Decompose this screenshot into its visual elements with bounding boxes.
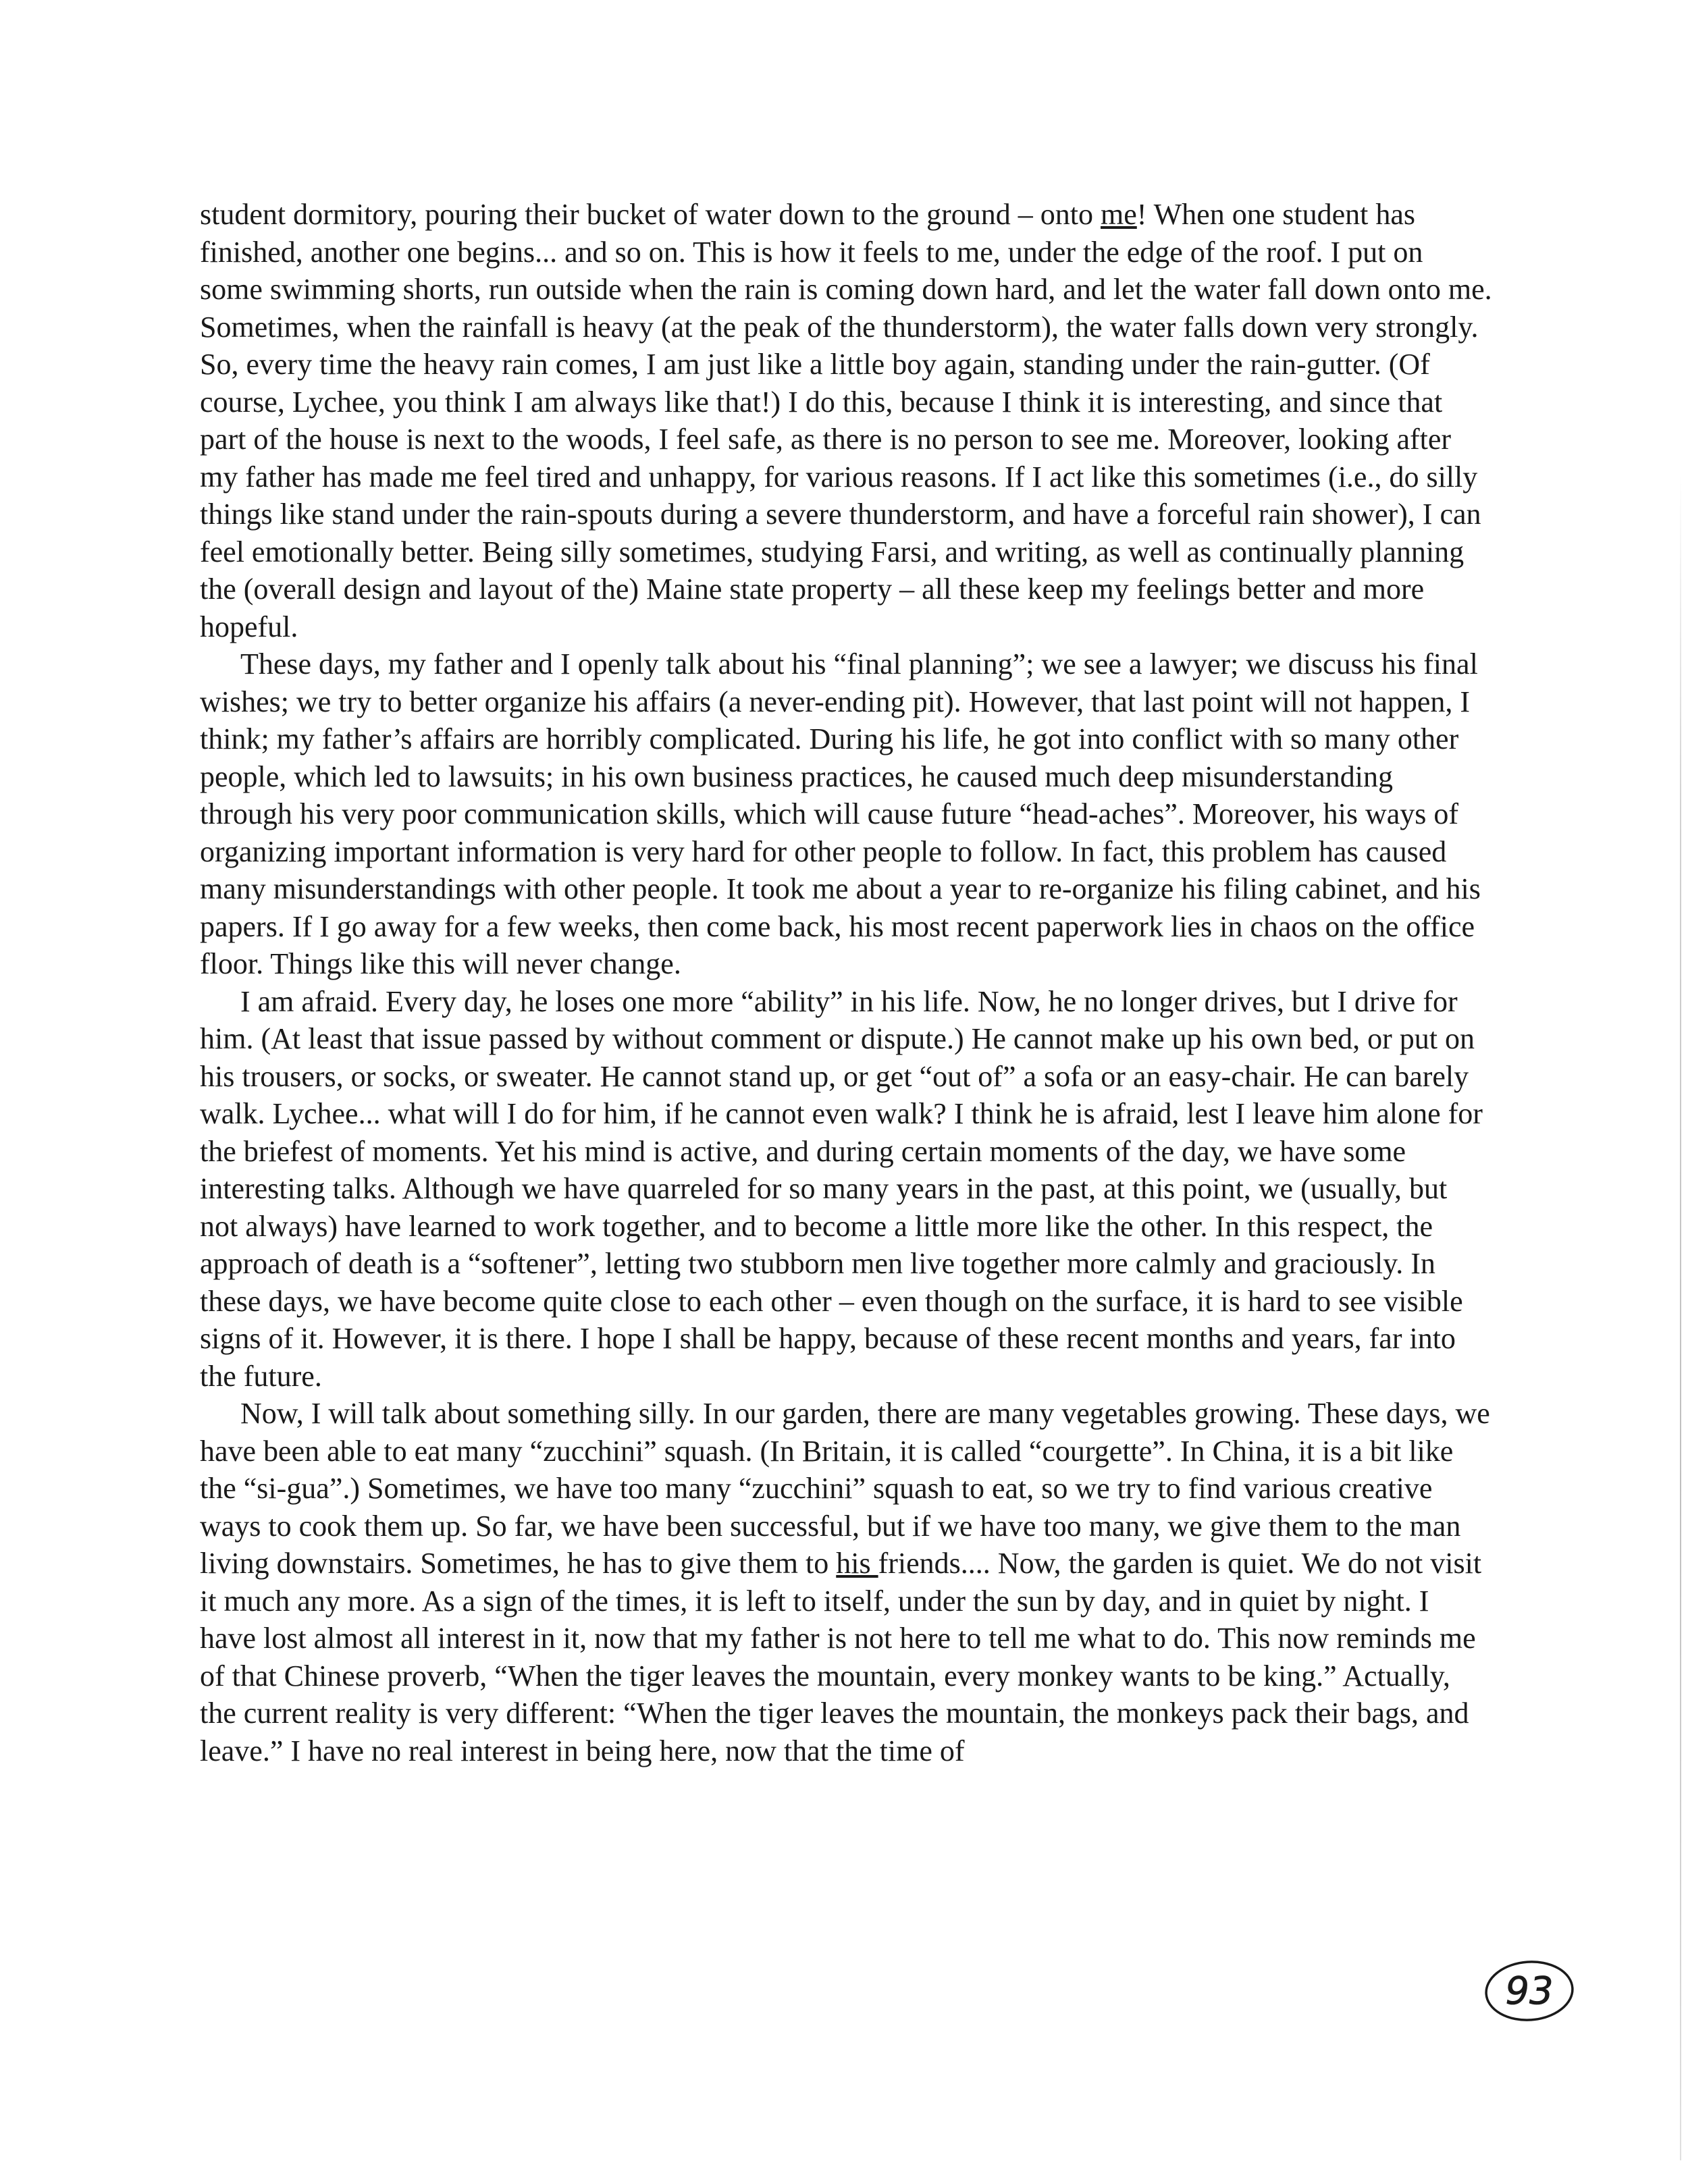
scan-edge-shadow xyxy=(1680,473,1681,2160)
paragraph-1: student dormitory, pouring their bucket of water down to the ground – onto me! When one student has finished, another one begins... and so on. This is how it feels to me, under the edge of the roof. I put on some swimming shorts, run outside when the rain is coming down hard, and let the water fall down onto me. Sometimes, when the rainfall is heavy (at the peak of the thunderstorm), the water falls down very strongly. So, every time the heavy rain comes, I am just like a little boy again, standing under the rain-gutter. (Of course, Lychee, you think I am always like that!) I do this, because I think it is interesting, and since that part of the house is next to the woods, I feel safe, as there is no person to see me. Moreover, looking after my father has made me feel tired and unhappy, for various reasons. If I act like this sometimes (i.e., do silly things like stand under the rain-spouts during a severe thunderstorm, and have a forceful rain shower), I can feel emotionally better. Being silly sometimes, studying Farsi, and writing, as well as continually planning the (overall design and layout of the) Maine state property – all these keep my feelings better and more hopeful. xyxy=(200,198,1492,643)
paragraph-2: These days, my father and I openly talk about his “final planning”; we see a lawyer; we discuss his final wishes; we try to better organize his affairs (a never-ending pit). However, that last point will not happen, I think; my father’s affairs are horribly complicated. During his life, he got into conflict with so many other people, which led to lawsuits; in his own business practices, he caused much deep misunderstanding through his very poor communication skills, which will cause future “head-aches”. Moreover, his ways of organizing important information is very hard for other people to follow. In fact, this problem has caused many misunderstandings with other people. It took me about a year to re-organize his filing cabinet, and his papers. If I go away for a few weeks, then come back, his most recent paperwork lies in chaos on the office floor. Things like this will never change. xyxy=(200,647,1481,980)
paragraph-4: Now, I will talk about something silly. In our garden, there are many vegetables growing. These days, we have been able to eat many “zucchini” squash. (In Britain, it is called “courgette”. In China, it is a bit like the “si-gua”.) Sometimes, we have too many “zucchini” squash to eat, so we try to find various creative ways to cook them up. So far, we have been successful, but if we have too many, we give them to the man living downstairs. Sometimes, he has to give them to his friends.... Now, the garden is quiet. We do not visit it much any more. As a sign of the times, it is left to itself, under the sun by day, and in quiet by night. I have lost almost all interest in it, now that my father is not here to tell me what to do. This now reminds me of that Chinese proverb, “When the tiger leaves the mountain, every monkey wants to be king.” Actually, the current reality is very different: “When the tiger leaves the mountain, the monkeys pack their bags, and leave.” I have no real interest in being here, now that the time of xyxy=(200,1397,1490,1767)
handwritten-page-number xyxy=(1483,1958,1576,2024)
paragraph-3: I am afraid. Every day, he loses one more “ability” in his life. Now, he no longer drives, but I drive for him. (At least that issue passed by without comment or dispute.) He cannot make up his own bed, or put on his trousers, or socks, or sweater. He cannot stand up, or get “out of” a sofa or an easy-chair. He can barely walk. Lychee... what will I do for him, if he cannot even walk? I think he is afraid, lest I leave him alone for the briefest of moments. Yet his mind is active, and during certain moments of the day, we have some interesting talks. Although we have quarreled for so many years in the past, at this point, we (usually, but not always) have learned to work together, and to become a little more like the other. In this respect, the approach of death is a “softener”, letting two stubborn men live together more calmly and graciously. In these days, we have become quite close to each other – even though on the surface, it is hard to see visible signs of it. However, it is there. I hope I shall be happy, because of these recent months and years, far into the future. xyxy=(200,984,1483,1393)
body-text xyxy=(200,196,1492,1769)
page-number-text: 93 xyxy=(1505,1969,1554,2013)
underlined-word: his xyxy=(836,1547,878,1580)
underlined-word: me xyxy=(1101,198,1137,231)
